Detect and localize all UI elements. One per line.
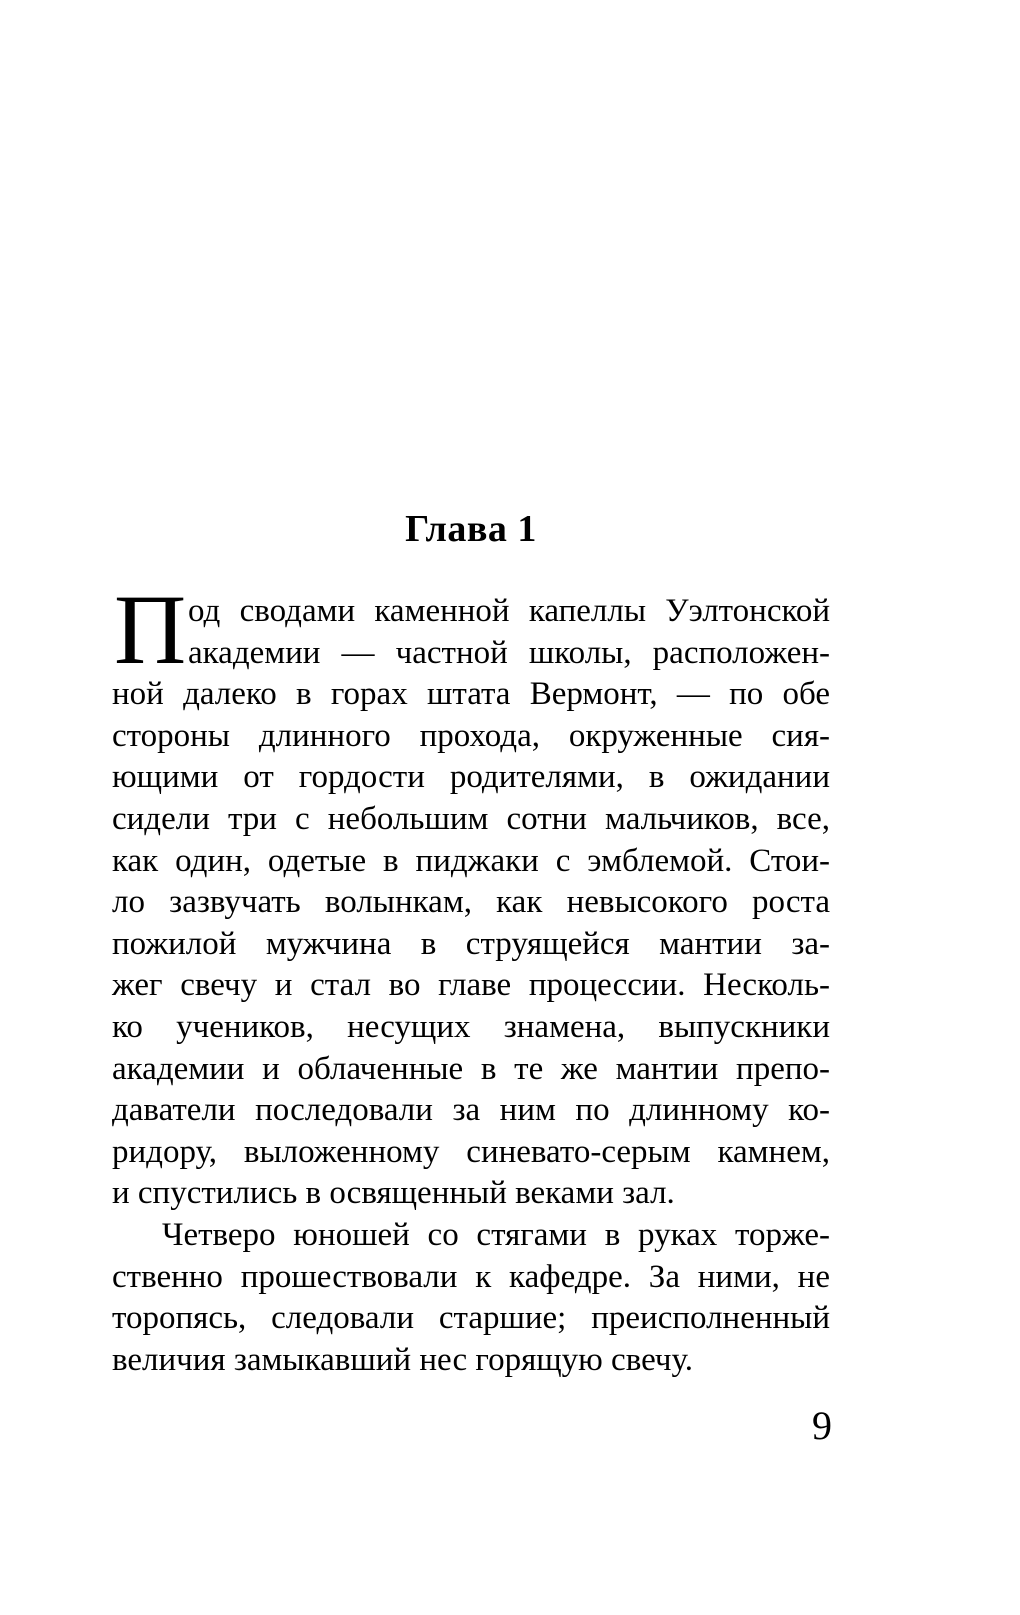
text-line: ной далеко в горах штата Вермонт, — по обе	[112, 676, 830, 713]
text-line: даватели последовали за ним по длинному ко-	[112, 1092, 830, 1129]
text-line: пожилой мужчина в струящейся мантии за-	[112, 925, 830, 962]
text-line: од сводами каменной капеллы Уэлтонской	[188, 593, 830, 629]
body-text	[112, 574, 830, 1381]
text-line: жег свечу и стал во главе процессии. Несколь-	[112, 967, 830, 1004]
text-line: ло зазвучать волынкам, как невысокого роста	[112, 884, 830, 921]
text-line: ко учеников, несущих знамена, выпускники	[112, 1008, 830, 1045]
text-line: Четверо юношей со стягами в руках торже-	[162, 1216, 830, 1253]
chapter-heading: Глава 1	[405, 508, 537, 550]
text-line: ственно прошествовали к кафедре. За ними, не	[112, 1258, 830, 1295]
text-line: сидели три с небольшим сотни мальчиков, все,	[112, 800, 830, 837]
text-line: ющими от гордости родителями, в ожидании	[112, 759, 830, 796]
text-line: академии и облаченные в те же мантии препо-	[112, 1050, 830, 1087]
text-line: стороны длинного прохода, окруженные сия-	[112, 717, 830, 754]
text-line: как один, одетые в пиджаки с эмблемой. Стои-	[112, 842, 830, 879]
page-number: 9	[812, 1403, 832, 1448]
drop-cap: П	[114, 574, 187, 685]
text-line: академии — частной школы, расположен-	[188, 634, 830, 671]
text-line: торопясь, следовали старшие; преисполненный	[112, 1300, 830, 1337]
text-line: ридору, выложенному синевато-серым камнем,	[112, 1133, 830, 1170]
text-line: величия замыкавший нес горящую свечу.	[112, 1341, 693, 1378]
text-line: и спустились в освященный веками зал.	[112, 1175, 675, 1212]
